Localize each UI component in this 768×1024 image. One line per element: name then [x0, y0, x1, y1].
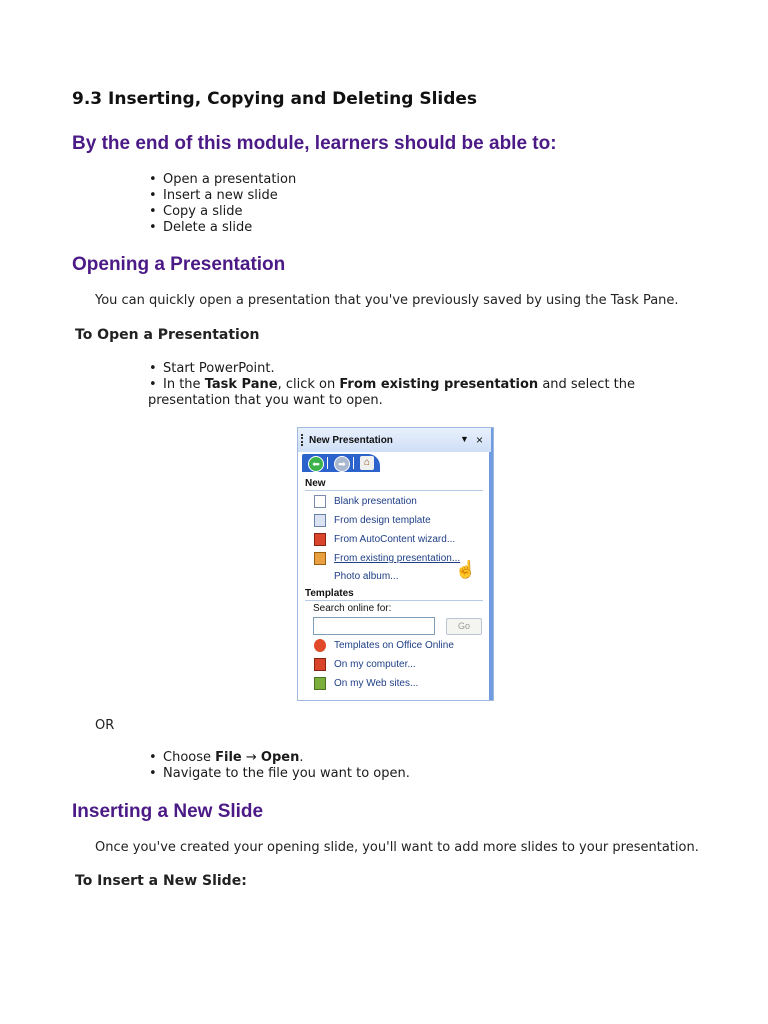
- document-icon: [314, 495, 326, 508]
- list-item: [148, 377, 678, 409]
- new-presentation-task-pane: [297, 427, 494, 701]
- inserting-heading: Inserting a New Slide: [72, 801, 264, 822]
- alternate-steps: [148, 750, 410, 782]
- design-template-link[interactable]: From design template: [334, 515, 431, 526]
- or-label: OR: [95, 718, 115, 733]
- dropdown-icon[interactable]: ▼: [460, 434, 469, 444]
- home-icon[interactable]: ⌂: [360, 456, 374, 470]
- blank-presentation-link[interactable]: Blank presentation: [334, 496, 417, 507]
- photo-album-link[interactable]: Photo album...: [334, 571, 399, 582]
- pane-nav-bar: [302, 454, 380, 472]
- autocontent-wizard-link[interactable]: From AutoContent wizard...: [334, 534, 456, 545]
- file-menu-term: File: [215, 750, 242, 765]
- hand-cursor-icon: ☝: [455, 560, 477, 579]
- close-icon[interactable]: ×: [476, 433, 484, 447]
- list-item: • Copy a slide: [148, 204, 296, 220]
- nav-divider: [327, 457, 328, 469]
- templates-section-label: Templates: [305, 588, 354, 599]
- forward-icon[interactable]: ➡: [334, 456, 350, 472]
- search-label: Search online for:: [313, 603, 392, 614]
- step-text: Choose: [163, 750, 216, 765]
- wizard-icon: [314, 533, 326, 546]
- computer-icon: [314, 658, 326, 671]
- list-item: • Start PowerPoint.: [148, 361, 678, 377]
- open-subheading: To Open a Presentation: [75, 327, 260, 343]
- objectives-list: [148, 172, 296, 236]
- go-button[interactable]: Go: [446, 618, 482, 635]
- opening-intro: You can quickly open a presentation that you've previously saved by using the Task Pane.: [95, 293, 679, 308]
- objectives-heading: By the end of this module, learners should be able to:: [72, 133, 557, 154]
- list-item: • Navigate to the file you want to open.: [148, 766, 410, 782]
- step-text: In the: [163, 377, 205, 392]
- open-steps: [148, 361, 678, 409]
- new-section-label: New: [305, 478, 326, 489]
- section-divider: [305, 600, 483, 601]
- template-icon: [314, 514, 326, 527]
- step-text: .: [299, 750, 304, 765]
- back-icon[interactable]: ⬅: [308, 456, 324, 472]
- grip-icon[interactable]: [301, 434, 305, 446]
- open-command-term: Open: [260, 750, 300, 765]
- task-pane-term: Task Pane: [204, 377, 278, 392]
- office-online-icon: [314, 639, 326, 652]
- insert-subheading: To Insert a New Slide:: [75, 873, 247, 889]
- step-text: , click on: [277, 377, 340, 392]
- pane-border: [489, 428, 493, 700]
- on-my-web-sites-link[interactable]: On my Web sites...: [334, 678, 419, 689]
- list-item: [148, 750, 410, 766]
- pane-titlebar: [298, 428, 491, 452]
- arrow-text: →: [241, 750, 261, 765]
- nav-divider: [353, 457, 354, 469]
- section-divider: [305, 490, 483, 491]
- web-folder-icon: [314, 677, 326, 690]
- list-item: • Delete a slide: [148, 220, 296, 236]
- section-title: 9.3 Inserting, Copying and Deleting Slides: [72, 89, 478, 109]
- existing-presentation-link[interactable]: From existing presentation...: [334, 553, 461, 564]
- list-item: • Insert a new slide: [148, 188, 296, 204]
- presentation-icon: [314, 552, 326, 565]
- templates-office-online-link[interactable]: Templates on Office Online: [334, 640, 454, 651]
- existing-presentation-term: From existing presentation: [339, 377, 539, 392]
- on-my-computer-link[interactable]: On my computer...: [334, 659, 416, 670]
- list-item: • Open a presentation: [148, 172, 296, 188]
- pane-title: New Presentation: [309, 435, 393, 446]
- inserting-intro: Once you've created your opening slide, you'll want to add more slides to your presentation.: [95, 840, 699, 855]
- opening-heading: Opening a Presentation: [72, 254, 286, 275]
- step-text: and select the presentation that you want to open.: [148, 377, 636, 408]
- search-input[interactable]: [313, 617, 435, 635]
